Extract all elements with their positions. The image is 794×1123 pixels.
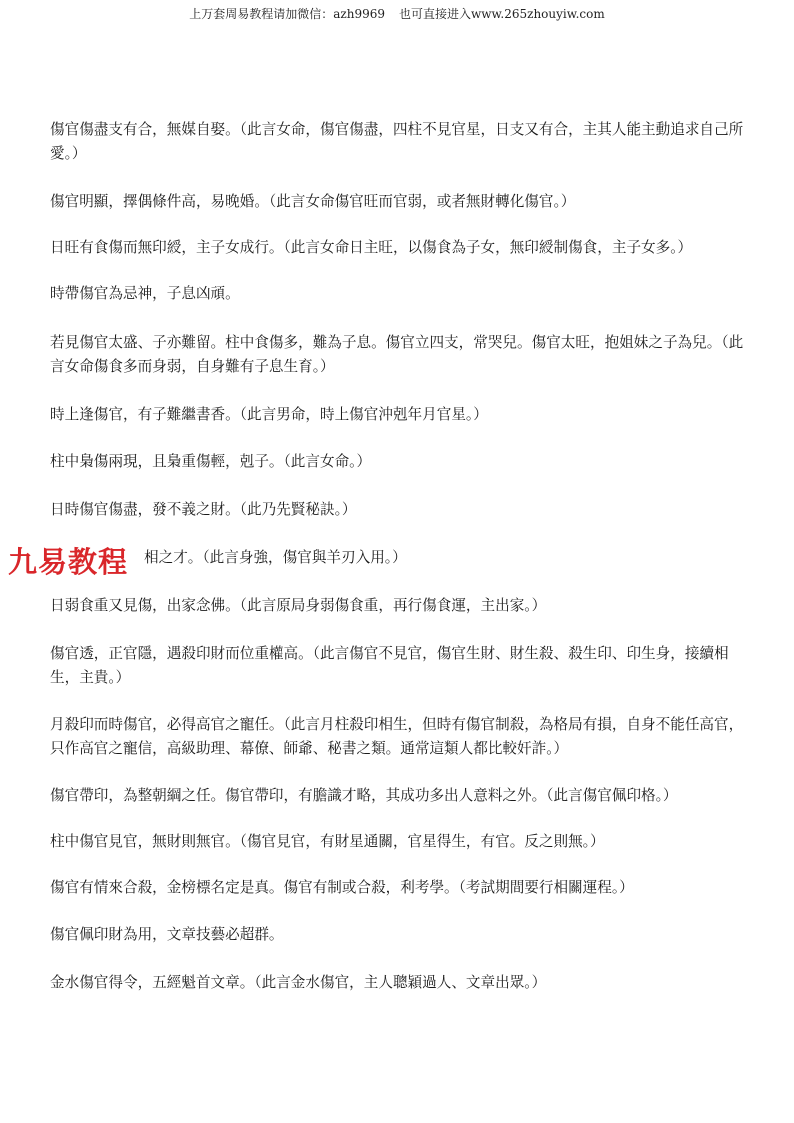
watermark-logo: 九易教程 — [8, 545, 129, 579]
paragraph: 傷官佩印財為用，文章技藝必超群。 — [50, 926, 284, 943]
document-body — [50, 118, 750, 995]
paragraph: 若見傷官太盛、子亦難留。柱中食傷多，難為子息。傷官立四支，常哭兒。傷官太旺，抱姐妹之子為兒。（此言女命傷食多而身弱，自身難有子息生育。） — [50, 334, 744, 375]
paragraph: 傷官有情來合殺，金榜標名定是真。傷官有制或合殺，利考學。（考試期間要行相關運程。） — [50, 879, 634, 896]
paragraph: 柱中梟傷兩現，且梟重傷輕，剋子。（此言女命。） — [50, 453, 372, 470]
paragraph: 金水傷官得令，五經魁首文章。（此言金水傷官，主人聰穎過人、文章出眾。） — [50, 974, 547, 991]
header-website-text: 也可直接进入www.265zhouyiw.com — [399, 7, 605, 21]
paragraph: 日弱食重又見傷，出家念佛。（此言原局身弱傷食重，再行傷食運，主出家。） — [50, 597, 547, 614]
paragraph: 時帶傷官為忌神，子息凶頑。 — [50, 285, 240, 302]
page-header — [0, 6, 794, 22]
paragraph: 相之才。（此言身強，傷官與羊刃入用。） — [144, 549, 407, 566]
paragraph: 時上逢傷官，有子難繼書香。（此言男命，時上傷官沖剋年月官星。） — [50, 406, 488, 423]
paragraph: 傷官傷盡支有合，無媒自娶。（此言女命，傷官傷盡，四柱不見官星，日支又有合，主其人能主動追求自己所愛。） — [50, 121, 744, 162]
paragraph: 日時傷官傷盡，發不義之財。（此乃先賢秘訣。） — [50, 501, 357, 518]
paragraph: 傷官明顯，擇偶條件高，易晚婚。（此言女命傷官旺而官弱，或者無財轉化傷官。） — [50, 193, 576, 210]
header-wechat-text: 上万套周易教程请加微信：azh9969 — [189, 7, 386, 21]
paragraph: 日旺有食傷而無印綬，主子女成行。（此言女命日主旺，以傷食為子女，無印綬制傷食，主子女多。） — [50, 239, 693, 256]
paragraph: 傷官帶印，為整朝綱之任。傷官帶印，有膽識才略，其成功多出人意料之外。（此言傷官佩印格。） — [50, 787, 678, 804]
paragraph: 月殺印而時傷官，必得高官之寵任。（此言月柱殺印相生，但時有傷官制殺，為格局有損，自身不能任高官，只作高官之寵信，高級助理、幕僚、師爺、秘書之類。通常這類人都比較奸詐。） — [50, 716, 744, 757]
paragraph: 柱中傷官見官，無財則無官。（傷官見官，有財星通關，官星得生，有官。反之則無。） — [50, 833, 605, 850]
paragraph: 傷官透，正官隱，遇殺印財而位重權高。（此言傷官不見官，傷官生財、財生殺、殺生印、印生身，接續相生，主貴。） — [50, 645, 729, 686]
